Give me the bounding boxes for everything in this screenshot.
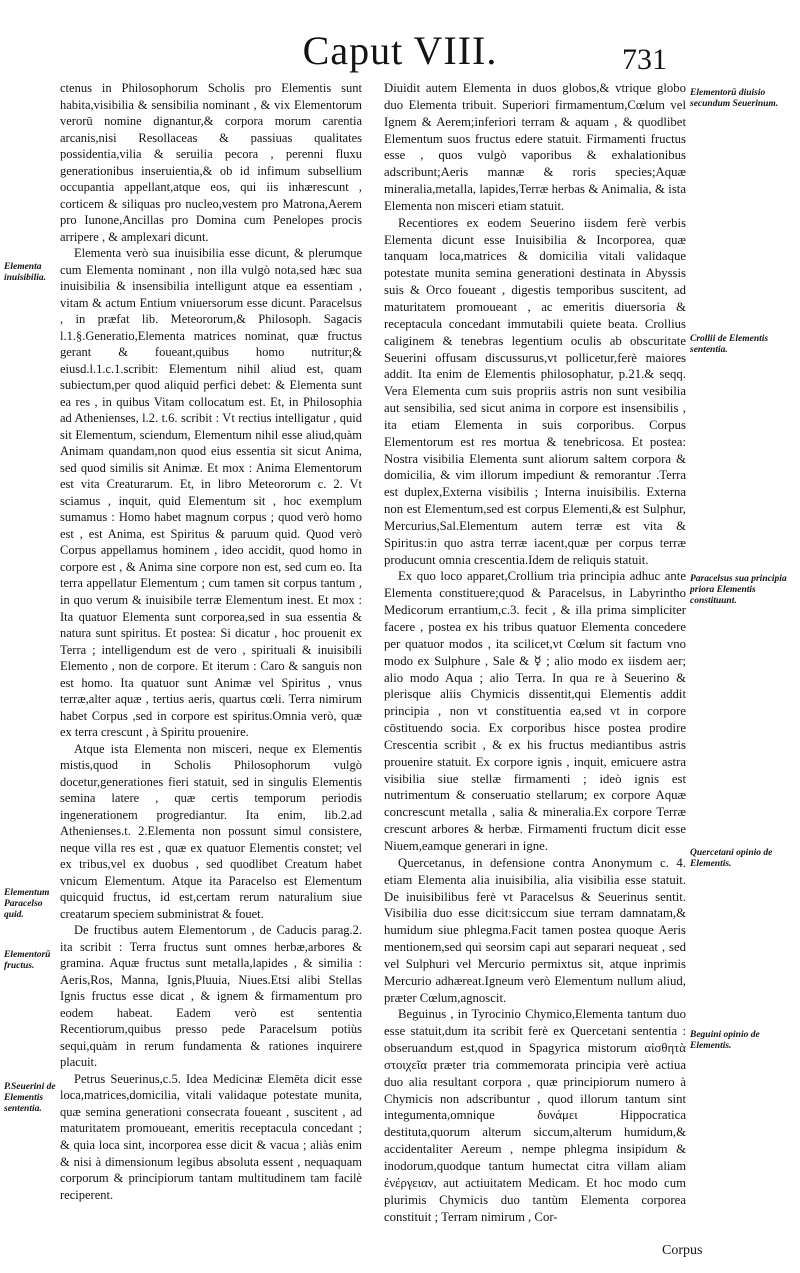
margin-note: Crollii de Elementis sententia. [690,334,769,355]
page-number: 731 [622,43,667,76]
paragraph: Diuidit autem Elementa in duos globos,& vtrique globo duo Elementa tribuit. Superiori firmamentum,Cœlum vel Ignem & Aerem;inferiori terram & aquam , & quodlibet Elementum suos fructus edere statuit. Firmamenti fructus esse , quos vulgò vaporibus & exhalationibus adscribunt;Aeris mannæ & roris species;Aquæ mineralia,metalla, lapides,Terræ herbas & Animalia, & ista Elementa non misceri etiam statuit. [384,81,686,213]
paragraph: Quercetanus, in defensione contra Anonymum c. 4. etiam Elementa alia inuisibilia, alia visibilia esse statuit. De inuisibilibus ferè vt Paracelsus & Seuerinus sentit. Visibilia duo esse dicit:siccum siue terram damnatam,& humidum siue phlegma.Facit tamen postea quoque Aeris mentionem,sed qui seorsim capi aut separari nequeat , sed vel Sulphuri vel Mercurio permixtus sit, atque inprimis Mercurio adhæreat.Igneum verò Elementum nullum aliud, præter Cœlum,agnoscit. [384,855,686,1005]
left-column [60,80,362,1203]
margin-note: Quercetani opinio de Elementis. [690,848,773,869]
margin-note: Elementa inuisibilia. [4,262,46,283]
paragraph: Petrus Seuerinus,c.5. Idea Medicinæ Elemēta dicit esse loca,matrices,domicilia, vitali validaque potestate munita, quæ semina generationi consecrata foueant , suscitent , ad maturitatem promoueant, emeritis receptacula concedant ; & quia loca sint, incorporea esse dicit & vacua ; aliàs enim & nisi à dimensionum legibus absoluta essent , nequaquam corporum & principiorum tantam multitudinem tam facilè reciperent. [60,1071,362,1202]
margin-note: Elementum Paracelso quid. [4,888,50,920]
margin-note: Elementorū diuisio secundum Seuerinum. [690,88,779,109]
paragraph: Recentiores ex eodem Seuerino iisdem ferè verbis Elementa dicunt esse Inuisibilia & Incorporea, quæ tanquam loca,matrices & domicilia vitali validaque potestate munita semina generationi destinata in Abyssis suis & Orco foueant , digestis temporibus suscitent, ad maturitatem promoueant , ac emeritis diuersoria & receptacula concedant immutabili quiete beata. Crollius caliginem & tenebras legentium oculis ab obscuritate Seuerini offusam discussurus,vt pollicetur,ferè maiores addit. Ita enim de Elementis philosophatur, p.21.& seqq. Vera Elementa cum suis propriis astris non sunt vesibilia aut sensibilia, sed sicut anima in corpore est insensibilis , ita etiam Elementa in suis corporibus. Corpus Elementorum est res mortua & tenebricosa. Et postea: Nostra visibilia Elementa sunt aliorum saltem corpora & domicilia, & vim illorum impediunt & remorantur .Terra est duplex,Externa visibilis ; Interna inuisibilis. Externa non est Elementum,sed est corpus Elementi,& est Sulphur, Mercurius,Sal.Elementum autem terræ est vita & Spiritus:in quo astra terræ iacent,quæ per corpus terræ producunt omnia crescentia.Idem de reliquis statuit. [384,215,686,567]
running-title: Caput VIII. [302,28,498,73]
right-column [384,80,686,1225]
paragraph: Elementa verò sua inuisibilia esse dicunt, & plerumque cum Elementa nominant , non illa vulgò nota,sed hæc sua inuisibilia & insensibilia intelligunt atque ea essentiam , vitam & actum Entium vniuersorum esse dicunt. Paracelsus , in præfat lib. Meteororum,& Philosoph. Sagacis l.1.§.Generatio,Elementa matrices nominat, quæ fructus gerant & foueant,quibus homo nutritur;& eiusd.l.1.c.1.scribit: Elementum nihil aliud est, quam subiectum,per quod aliquid perfici debet: & Elementa sunt ea res , in quibus Vitam collocatum est. Et, in Philosophia ad Athenienses, l.2. t.6. scribit : Vt rectius intelligatur , quid sit Elementum, sciendum, Elementum nihil esse aliud,quàm Animam quandam,non quod eius essentia sit sicut Anima, sed quod similis sit Animæ. Et mox : Anima Elementorum est vita Creaturarum. Et, in libro Meteororum c. 2. Vt sciamus , inquit, quid Elementum sit , hoc exemplum sumamus : Homo habet magnum corpus ; quod verò homo est , est Anima, est Spiritus & paruum quid. Quod verò Corpus appellamus hominem , ideo accidit, quod homo in corpore est , & Anima sine corpore non est, sed cum eo. Ita terra appellatur Elementum ; cum tamen sit corpus tantum , in quo verum & inuisibile terræ Elementum inest. Et mox : Ita quatuor Elementa sunt corporea,sed in sua essentia & natura sunt spiritus. Et postea: Si dicatur , hoc prouenit ex Terra ; intelligendum est de vero , spirituali & inuisibili Elemento , non de corpore. Et iterum : Caro & sanguis non est homo. Ita quatuor sunt Animæ vel Spiritus , vnus terræ,alter aquæ , tertius aeris, quartus cœli. Terra nimirum habet Corpus ,sed in corpore est spiritus.Omnia verò, quæ ex terra crescunt , à Spiritu prouenire. [60,246,362,740]
paragraph: Atque ista Elementa non misceri, neque ex Elementis mistis,quod in Scholis Philosophorum vulgò docetur,generationes fieri statuit, sed in singulis Elementis semina latere , quæ certis temporum periodis ingenerationem progrediantur. Ita enim, lib.2.ad Athenienses.t. 2.Elementa non possunt simul consistere, neque villa res est , quæ ex quatuor Elementis constet; vel ex tribus,vel ex duobus , sed quodlibet Creatum habet vnicum Elementum. Atque ita Paracelso est Elementum quicquid fructus, id est,certam rerum naturalium siue creatarum speciem subministrat & fouet. [60,741,362,921]
margin-note: Elementorū fructus. [4,950,51,971]
margin-note: Paracelsus sua principia priora Elementis constituunt. [690,574,787,606]
paragraph: Beguinus , in Tyrocinio Chymico,Elementa tantum duo esse statuit,dum ita scribit ferè ex Quercetani sententia : obseruandum est,quod in Spagyrica mistorum αἰσθητὰ στοιχεῖα præter tria commemorata principia verè actiua duo alia resultant corpora , quæ principiorum numero à Chymicis non adscribuntur , quod illorum tantum sint integumenta,omnique δυνάμει Hippocratica destituta,quorum alterum siccum,alterum humidum,& accidentaliter Aereum , nempe phlegma insipidum & inodorum,quodque tantum humectat citra villam aliam ἐνέργειαν, aut actiuitatem Medicam. Et hoc modo cum plurimis Chymicis duo tantùm Elementa corporea constituit ; Terram nimirum , Cor- [384,1007,686,1224]
margin-note: Beguini opinio de Elementis. [690,1030,760,1051]
paragraph: ctenus in Philosophorum Scholis pro Elementis sunt habita,visibilia & sensibilia nominant , & vix Elementorum verorū nomine dignantur,& corpora morum carentia arcanis,nisi Resollaceas & passiuas qualitates possidentia,vilia & seruilia pecora , perenni fluxu generationibus inseruientia,& ob id infimum subsellium occupantia appellant,atque eos, qui iis inhærescunt , corticem & siliquas pro nucleo,vestem pro Matrona,Aerem pro Iunone,Ancillas pro Domina cum Penelopes procis arripere , & amplexari dicunt. [60,81,362,244]
paragraph: Ex quo loco apparet,Crollium tria principia adhuc ante Elementa constituere;quod & Paracelsus, in Labyrintho Medicorum errantium,c.3. fecit , & illa prima simpliciter facere , postea ex his tribus quatuor Elementa concedere per quatuor modos , ita scilicet,vt Cœlum sit factum vno modo ex Sulphure , Sale & ☿ ; alio modo ex iisdem aer; alio modo Aqua ; alio Terra. In qua re à Seuerino & plerisque aliis Chymicis dissentit,qui Elementis addit principia , non vt constituentia ea,sed vt in corpore cōstituendo socia. Ex corporibus hisce postea prodire Crescentia scribit , & ex his fructus mediantibus astris prouenire statuit. Ex corpore ignis , inquit, emicuere astra visibilia siue stellæ firmamenti ; ideò ignis est nutrimentum & conseruatio stellarum; ex corpore Aquæ concrescunt metalla , salia & mineralia.Ex corpore Terræ crescunt arbores & herbæ. Firmamenti fructum dicit esse Niuem,eamque generari in igne. [384,569,686,853]
paragraph: De fructibus autem Elementorum , de Caducis parag.2. ita scribit : Terra fructus sunt omnes herbæ,arbores & gramina. Aquæ fructus sunt metalla,lapides , & similia : Aeris,Ros, Manna, Ignis,Pluuia, Niues.Etsi alibi Stellas Ignis fructus esse dicat , & ignem & firmamentum pro eodem habeat. Eadem verò est sententia Recentiorum,quibus presso pede Paracelsum potiùs sequi,quàm in rerum fundamenta & rationes inquirere placuit. [60,923,362,1070]
catchword: Corpus [662,1243,703,1258]
margin-note: P.Seuerini de Elementis sententia. [4,1082,56,1114]
